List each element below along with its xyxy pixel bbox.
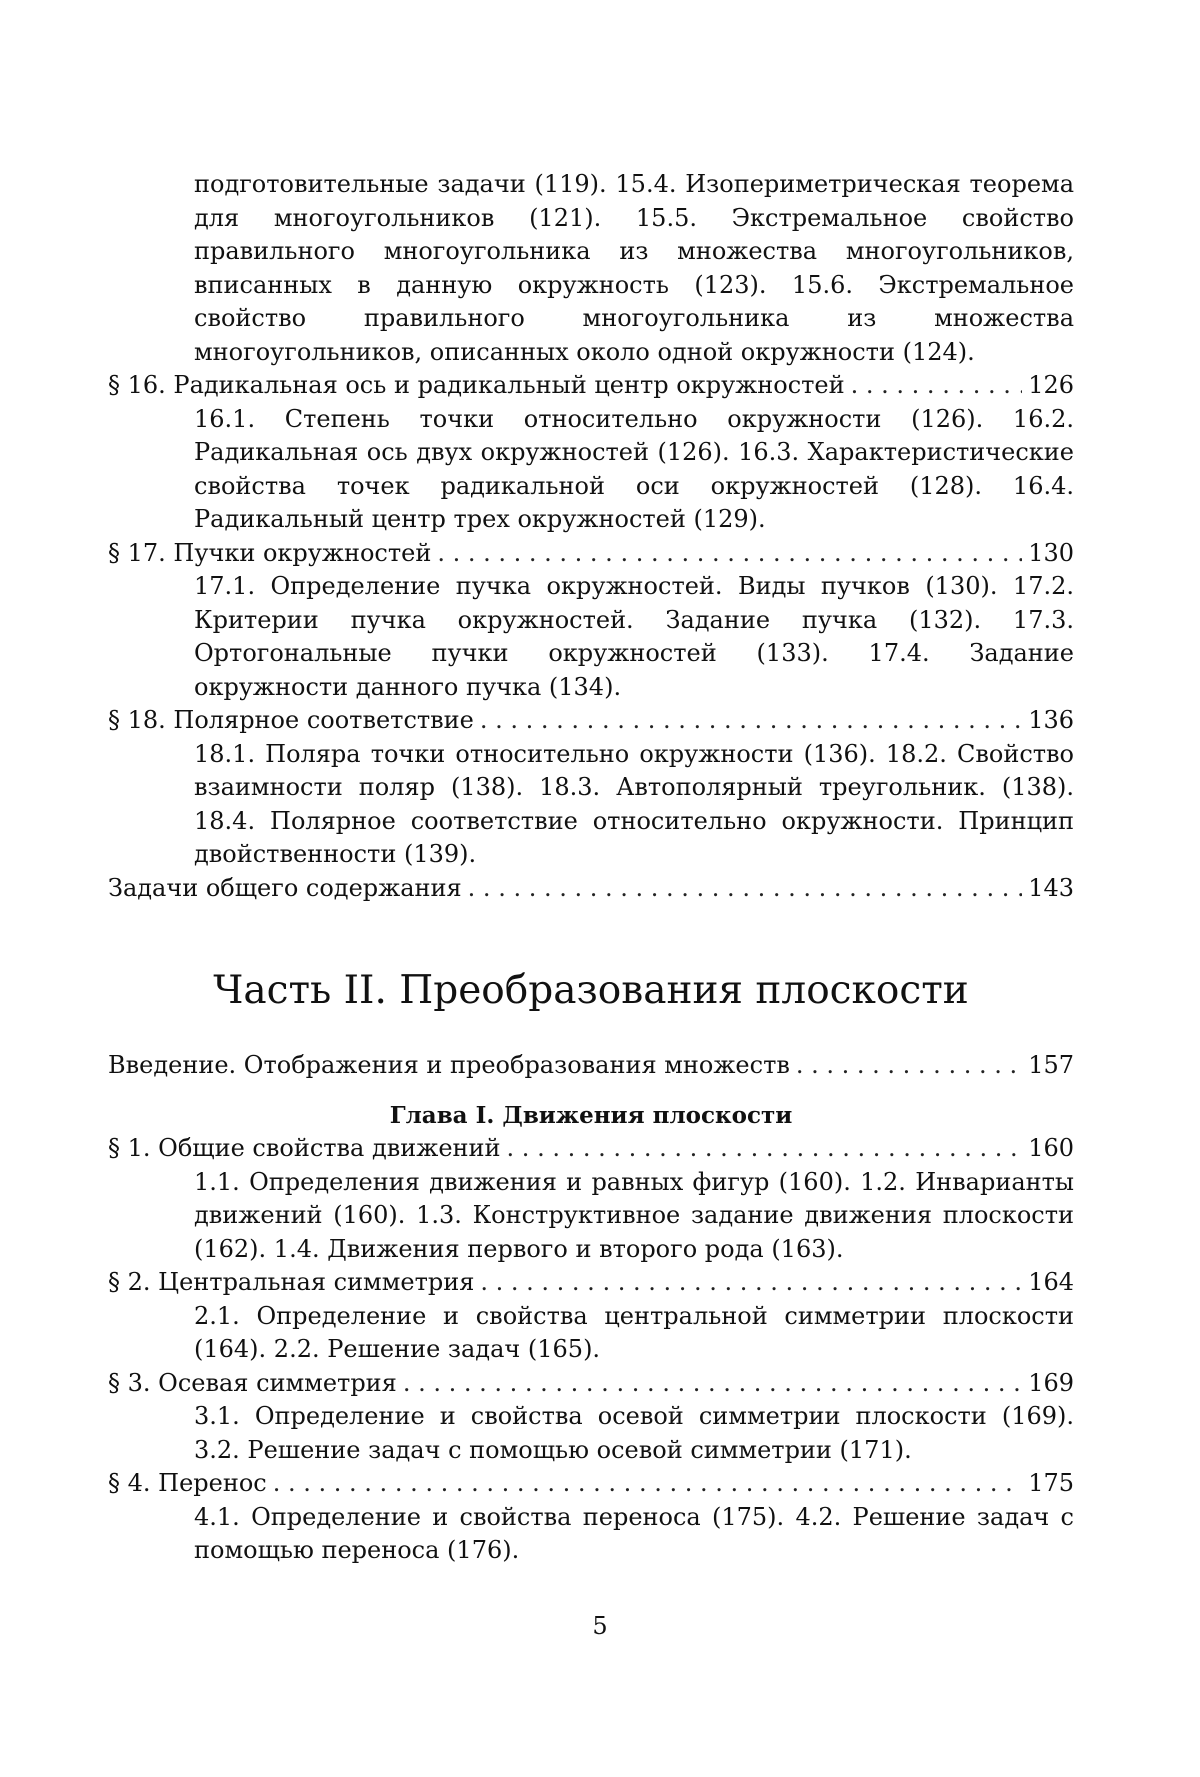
toc-entry-page: 175 xyxy=(1028,1469,1074,1497)
toc-subsections-17: 17.1. Определение пучка окружностей. Виды пучков (130). 17.2. Критерии пучка окружностей. Задание пучка (132). 17.3. Ортогональные пучки окружностей (133). 17.4. Задание окружности данного пучка (134). xyxy=(194,572,1074,701)
toc-entry-title: § 16. Радикальная ось и радикальный центр окружностей xyxy=(108,371,845,399)
leader-dots xyxy=(796,1049,1022,1083)
leader-dots xyxy=(437,537,1022,571)
toc-subsections-3: 3.1. Определение и свойства осевой симметрии плоскости (169). 3.2. Решение задач с помощью осевой симметрии (171). xyxy=(194,1402,1074,1464)
toc-subsections-2: 2.1. Определение и свойства центральной симметрии плоскости (164). 2.2. Решение задач (165). xyxy=(194,1301,1074,1363)
toc-subsections-18: 18.1. Поляра точки относительно окружности (136). 18.2. Свойство взаимности поляр (138). 18.3. Автополярный треугольник. (138). 18.4. Полярное соответствие относительно окружности. Принцип двойственности (139). xyxy=(194,739,1074,868)
toc-entry-title: § 1. Общие свойства движений xyxy=(108,1134,501,1162)
toc-entry-title: § 18. Полярное соответствие xyxy=(108,706,474,734)
toc-entry-page: 126 xyxy=(1028,371,1074,399)
leader-dots xyxy=(273,1467,1022,1501)
leader-dots xyxy=(403,1367,1022,1401)
toc-subsections-4: 4.1. Определение и свойства переноса (175). 4.2. Решение задач с помощью переноса (176). xyxy=(194,1502,1074,1564)
toc-entry-title: § 3. Осевая симметрия xyxy=(108,1368,397,1397)
table-of-contents xyxy=(108,168,1074,1568)
toc-subsections-16: 16.1. Степень точки относительно окружности (126). 16.2. Радикальная ось двух окружностей (126). 16.3. Характеристические свойства точек радикальной оси окружностей (128). 16.4. Радикальный центр трех окружностей (129). xyxy=(194,404,1074,533)
toc-entry-page: 157 xyxy=(1028,1051,1074,1079)
part-title: Часть II. Преобразования плоскости xyxy=(213,968,969,1013)
toc-entry-title: Введение. Отображения и преобразования множеств xyxy=(108,1051,790,1079)
toc-entry-section-2 xyxy=(108,1266,1074,1300)
toc-entry-introduction xyxy=(108,1049,1074,1083)
toc-entry-section-18 xyxy=(108,704,1074,738)
toc-entry-page: 136 xyxy=(1028,706,1074,734)
chapter-title: Глава I. Движения плоскости xyxy=(389,1101,793,1129)
toc-subsections-1: 1.1. Определения движения и равных фигур (160). 1.2. Инварианты движений (160). 1.3. Конструктивное задание движения плоскости (162). 1.4. Движения первого и второго рода (163). xyxy=(194,1167,1074,1263)
toc-entry-title: § 17. Пучки окружностей xyxy=(108,538,432,567)
toc-entry-section-16 xyxy=(108,369,1074,403)
toc-entry-title: § 2. Центральная симметрия xyxy=(108,1268,475,1296)
toc-entry-page: 164 xyxy=(1028,1268,1074,1296)
toc-entry-section-17 xyxy=(108,537,1074,571)
toc-entry-title: Задачи общего содержания xyxy=(108,873,462,902)
toc-entry-page: 160 xyxy=(1028,1134,1074,1162)
page-number: 5 xyxy=(592,1612,608,1640)
leader-dots xyxy=(480,704,1022,738)
toc-continuation-text: подготовительные задачи (119). 15.4. Изопериметрическая теорема для многоугольников (121). 15.5. Экстремальное свойство правильного многоугольника из множества многоугольников, вписанных в данную окружность (123). 15.6. Экстремальное свойство правильного многоугольника из множества многоугольников, описанных около одной окружности (124). xyxy=(194,170,1074,366)
toc-entry-section-4 xyxy=(108,1467,1074,1501)
toc-entry-page: 143 xyxy=(1028,873,1074,902)
toc-entry-section-1 xyxy=(108,1132,1074,1166)
toc-entry-title: § 4. Перенос xyxy=(108,1469,267,1497)
toc-entry-general-problems xyxy=(108,872,1074,906)
leader-dots xyxy=(851,369,1023,403)
toc-entry-section-3 xyxy=(108,1367,1074,1401)
leader-dots xyxy=(507,1132,1023,1166)
leader-dots xyxy=(468,872,1023,906)
leader-dots xyxy=(480,1266,1022,1300)
toc-entry-page: 130 xyxy=(1028,538,1074,567)
toc-entry-page: 169 xyxy=(1028,1368,1074,1397)
